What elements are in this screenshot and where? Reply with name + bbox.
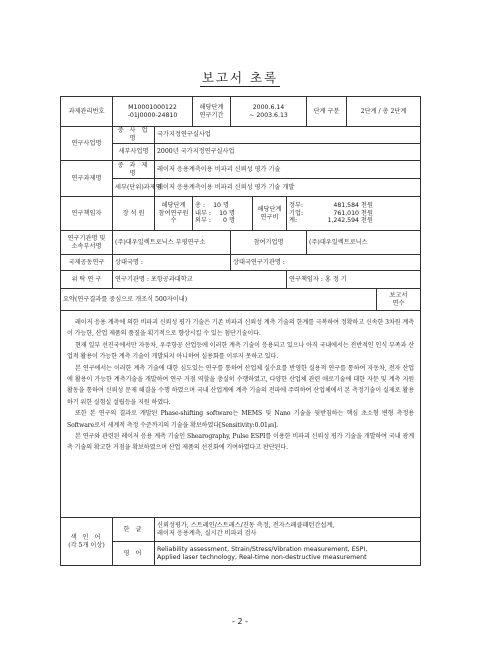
- pages-label-line2: 면수: [392, 299, 405, 307]
- count-total-value: 10: [213, 201, 221, 209]
- mgmt-no-line1: M10001000122: [128, 103, 177, 111]
- participant-count-label: [155, 197, 193, 231]
- participant-counts: [193, 197, 253, 231]
- project-number-row: [61, 97, 421, 127]
- report-title-text: 보고서 초록: [201, 70, 279, 85]
- keywords-ko-line1: 신뢰성평가, 스트레인/스트레스/진동 측정, 전자스페클패턴간섭계,: [157, 521, 335, 529]
- page-number: - 2 -: [232, 617, 248, 626]
- count-external-value: 0: [223, 217, 227, 225]
- consign-head: 연구책임자 : 홍 정 기: [287, 271, 421, 289]
- keywords-ko-value: [155, 518, 421, 542]
- intl-label: 국제공동연구: [61, 255, 113, 271]
- institution-label-line1: 연구기관명 및: [67, 234, 106, 242]
- count-unit: 명: [228, 209, 235, 217]
- cost-unit: 천원: [360, 217, 373, 225]
- cost-sum-label: 계:: [289, 217, 298, 225]
- project-sub-value: 레이저 응용계측이용 비파괴 신뢰성 평가 기술 개발: [155, 179, 421, 197]
- keywords-en-line1: Reliability assessment, Strain/Stress/Vibration measurement, ESPI,: [157, 545, 368, 553]
- program-label: 연구사업명: [61, 127, 113, 161]
- keywords-en-line2: Applied laser technology, Real-time non-destructive measurement: [157, 553, 367, 561]
- cost-label-line1: 해당단계: [257, 205, 282, 213]
- researcher-name: 장 석 원: [113, 197, 155, 231]
- project-sub-label: 세부(단위)과제명: [113, 179, 155, 197]
- institution-label-line2: 소속부서명: [71, 242, 102, 250]
- project-main-row: [61, 161, 421, 179]
- period-start: 2000.6.14: [252, 103, 285, 111]
- count-internal-value: 10: [219, 209, 227, 217]
- period-end: ~ 2003.6.13: [249, 111, 288, 119]
- researcher-row: [61, 197, 421, 231]
- count-label-line2: 참여연구원수: [158, 209, 189, 225]
- keywords-ko-line2: 레이저 응용계측, 실시간 비파괴 검사: [157, 529, 257, 537]
- cost-unit: 천원: [360, 201, 373, 209]
- program-main-label: 중 사 업 명: [113, 127, 155, 144]
- consign-row: [61, 271, 421, 289]
- summary-body: [61, 311, 421, 518]
- intl-country: 상대국명 :: [113, 255, 231, 271]
- intl-row: [61, 255, 421, 271]
- report-title: [0, 68, 480, 86]
- research-costs: [287, 197, 421, 231]
- partner-label: 참여기업명: [231, 231, 307, 255]
- project-sub-row: [61, 179, 421, 197]
- count-label-line1: 해당단계: [161, 201, 186, 209]
- stage-period-label: [193, 97, 231, 127]
- cost-corp-label: 기업:: [289, 209, 304, 217]
- program-sub-value: 2000년 국가지정연구실사업: [155, 144, 421, 161]
- stage-type-label: 단계 구분: [307, 97, 347, 127]
- research-period: [231, 97, 307, 127]
- cost-gov-value: 481,584: [333, 201, 359, 209]
- cost-sum-value: 1,242,594: [327, 217, 359, 225]
- researcher-label: 연구책임자: [61, 197, 113, 231]
- abstract-form-table: [60, 96, 421, 566]
- count-external-label: 외부 :: [195, 217, 212, 225]
- mgmt-no-value: [113, 97, 193, 127]
- stage-type-value: 2단계 / 총 2단계: [347, 97, 421, 127]
- cost-gov-label: 정부:: [289, 201, 304, 209]
- partner-value: (주)대우일렉트로닉스: [307, 231, 421, 255]
- summary-paragraph: 레이저 응용 계측에 의한 비파괴 신뢰성 평가 기술은 기존 비파괴 신뢰성 계측 기술의 한계를 극복하여 정확하고 신속한 3차원 계측이 가능한, 산업 제품의 품질을 획기적으로 향상시킬 수 있는 첨단기술이다.: [67, 319, 415, 338]
- consign-institution: 연구기관명 : 포항공과대학교: [113, 271, 287, 289]
- report-pages-label: [377, 289, 421, 311]
- keywords-en-label: 영 어: [113, 542, 155, 566]
- summary-paragraph: 또한 본 연구의 결과로 개발된 Phase-shifting software는 MEMS 및 Nano 기술을 뒷받침하는 핵심 초소형 변형 측정용 Software로서 세계적 측정 수준까지의 기술을 확보하였다[Sensitivity:0.01㎛].: [67, 410, 415, 429]
- project-main-label: 중 과 제 명: [113, 161, 155, 179]
- institution-value: (주)대우일렉트로닉스 부평연구소: [113, 231, 231, 255]
- keywords-en-value: [155, 542, 421, 566]
- pages-label-line1: 보고서: [389, 291, 408, 299]
- count-internal-label: 내부 :: [195, 209, 212, 217]
- mgmt-no-line2: -01J0000-24810: [127, 111, 178, 119]
- institution-row: [61, 231, 421, 255]
- keywords-en-row: [61, 542, 421, 566]
- program-sub-label: 세부사업명: [113, 144, 155, 161]
- stage-label-line2: 연구기간: [199, 111, 224, 119]
- count-unit: 명: [222, 201, 229, 209]
- keywords-ko-label: 한 글: [113, 518, 155, 542]
- research-cost-label: [253, 197, 287, 231]
- project-label: 연구과제명: [61, 161, 113, 197]
- summary-header-row: [61, 289, 421, 311]
- project-main-value: 레이저 응용계측이용 비파괴 신뢰성 평가 기술: [155, 161, 421, 179]
- summary-body-row: [61, 311, 421, 518]
- summary-paragraph: 본 연구에서는 이러한 계측 기술에 대한 심도있는 연구를 통하여 산업체 실수요를 반영한 실용적 연구를 통하여 자동차, 전자 산업에 활용이 가능한 계측기술을 개발하여 연구 거점 역할을 충실히 수행하였고, 다양한 산업체 관련 애로기술에 대한 자문 및 계측 지원 활동을 통하여 신뢰성 문제 해결을 수행 하였으며 국내 산업계에 계측 기술의 전파에 주력하여 산업체에서 본 측정기술이 실제로 활용하기 위한 실험실 설립등을 지원 하였다.: [67, 364, 415, 406]
- consign-label: 위 탁 연 구: [61, 271, 113, 289]
- program-sub-row: [61, 144, 421, 161]
- intl-institution: 상대국연구기관명 :: [231, 255, 421, 271]
- institution-label: [61, 231, 113, 255]
- stage-label-line1: 해당단계: [199, 103, 224, 111]
- summary-paragraph: 현재 일부 선진국에서만 자동차, 우주항공 산업등에 이러한 계측 기술이 응용되고 있으나 아직 국내에서는 전반적인 인식 부족과 산업적 활용이 가능한 계측 기술이 개발되지 아니하여 실용화를 이루지 못하고 있다.: [67, 341, 415, 361]
- cost-label-line2: 연구비: [260, 213, 279, 221]
- keywords-label: [61, 518, 113, 566]
- program-main-row: [61, 127, 421, 144]
- summary-label: 요약(연구결과를 중심으로 개조식 500자이내): [61, 289, 377, 311]
- mgmt-no-label: 과제관리번호: [61, 97, 113, 127]
- summary-paragraph: 본 연구와 관련된 레이저 응용 계측 기술인 Shearography, Pulse ESPI를 이용한 비파괴 신뢰성 평가 기술을 개발하여 국내 광계측 기술의 확고한 거점을 확보하였으며 산업 제품의 선진화에 기여하였다고 판단된다.: [67, 433, 415, 452]
- keywords-label-line1: 색 인 어: [70, 533, 103, 541]
- keywords-label-line2: (각 5개 이상): [68, 541, 105, 549]
- count-unit: 명: [228, 217, 235, 225]
- count-total-label: 총 :: [195, 201, 206, 209]
- keywords-ko-row: [61, 518, 421, 542]
- program-main-value: 국가지정연구실사업: [155, 127, 421, 144]
- cost-corp-value: 761,010: [333, 209, 359, 217]
- cost-unit: 천원: [360, 209, 373, 217]
